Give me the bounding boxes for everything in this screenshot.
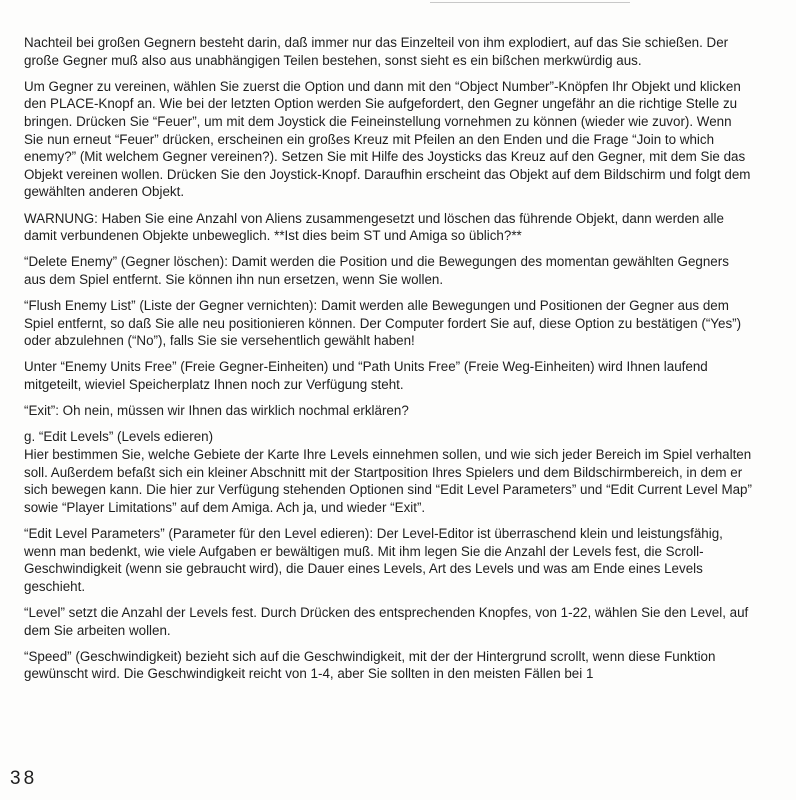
paragraph-delete-enemy: “Delete Enemy” (Gegner löschen): Damit werden die Position und die Bewegungen des momentan gewählten Gegners aus dem Spiel entfernt. Sie können ihn nun ersetzen, wenn Sie wollen.: [24, 254, 729, 287]
section-heading: g. “Edit Levels” (Levels edieren): [24, 429, 214, 445]
paragraph-join-enemies: Um Gegner zu vereinen, wählen Sie zuerst die Option und dann mit den “Object Number”-Knöpfen Ihr Objekt und klicken den PLACE-Knopf an. Wie bei der letzten Option werden Sie aufgefordert, den Gegner ungefähr an die richtige Stelle zu bringen. Drücken Sie “Feuer”, um mit dem Joystick die Feineinstellung vornehmen zu können (wieder wie zuvor). Wenn Sie nun erneut “Feuer” drücken, erscheinen ein großes Kreuz mit Pfeilen an den Enden und die Frage “Join to which enemy?” (Mit welchem Gegner vereinen?). Setzen Sie mit Hilfe des Joysticks das Kreuz auf den Gegner, mit dem Sie das Objekt vereinen wollen. Drücken Sie den Joystick-Knopf. Daraufhin erscheint das Objekt auf dem Bildschirm und folgt dem gewählten anderen Objekt.: [24, 78, 751, 200]
paragraph-speed: “Speed” (Geschwindigkeit) bezieht sich auf die Geschwindigkeit, mit der der Hintergrund scrollt, wenn diese Funktion gewünscht wird. Die Geschwindigkeit reicht von 1-4, aber Sie sollten in den meisten Fällen bei 1: [24, 648, 716, 682]
paragraph-units-free: Unter “Enemy Units Free” (Freie Gegner-Einheiten) und “Path Units Free” (Freie Weg-Einheiten) wird Ihnen laufend mitgeteilt, wieviel Speicherplatz Ihnen noch zur Verfügung steht.: [24, 359, 708, 393]
paragraph-warning: WARNUNG: Haben Sie eine Anzahl von Aliens zusammengesetzt und löschen das führende Objekt, dann werden alle damit verbundenen Objekte unbeweglich. **Ist dies beim ST und Amiga so üblich?**: [24, 210, 724, 244]
paragraph-flush-enemy-list: “Flush Enemy List” (Liste der Gegner vernichten): Damit werden alle Bewegungen und Positionen der Gegner aus dem Spiel entfernt, so daß Sie alle neu positionieren können. Der Computer fordert Sie auf, diese Option zu bestätigen (“Yes”) oder abzulehnen (“No”), falls Sie sie versehentlich gewählt haben!: [24, 298, 742, 349]
scan-edge-mark: [430, 2, 630, 3]
paragraph-large-enemies: Nachteil bei großen Gegnern besteht darin, daß immer nur das Einzelteil von ihm explodiert, auf das Sie schießen. Der große Gegner muß also aus unabhängigen Teilen bestehen, sonst sieht es ein bißchen merkwürdig aus.: [24, 35, 729, 68]
paragraph-edit-level-parameters: “Edit Level Parameters” (Parameter für den Level edieren): Der Level-Editor ist überraschend klein und leistungsfähig, wenn man bedenkt, wie viele Aufgaben er bewältigen muß. Mit ihm legen Sie die Anzahl der Levels fest, die Scroll-Geschwindigkeit (wenn sie gebraucht wird), die Dauer eines Levels, Art des Levels und was am Ende eines Levels geschieht.: [24, 526, 723, 594]
section-edit-levels: [24, 428, 752, 516]
text-column: [24, 34, 752, 692]
page-number: 38: [10, 768, 38, 789]
paragraph-level: “Level” setzt die Anzahl der Levels fest. Durch Drücken des entsprechenden Knopfes, von 1-22, wählen Sie den Level, auf dem Sie arbeiten wollen.: [24, 604, 749, 638]
section-intro: Hier bestimmen Sie, welche Gebiete der Karte Ihre Levels einnehmen sollen, und wie sich jeder Bereich im Spiel verhalten soll. Außerdem befaßt sich ein kleiner Abschnitt mit der Startposition Ihres Spielers und dem Bildschirmbereich, in dem er sich bewegen kann. Die hier zur Verfügung stehenden Optionen sind “Edit Level Parameters” und “Edit Current Level Map” sowie “Player Limitations” auf dem Amiga. Ach ja, und wieder “Exit”.: [24, 447, 752, 515]
paragraph-exit: “Exit”: Oh nein, müssen wir Ihnen das wirklich nochmal erklären?: [24, 403, 409, 419]
